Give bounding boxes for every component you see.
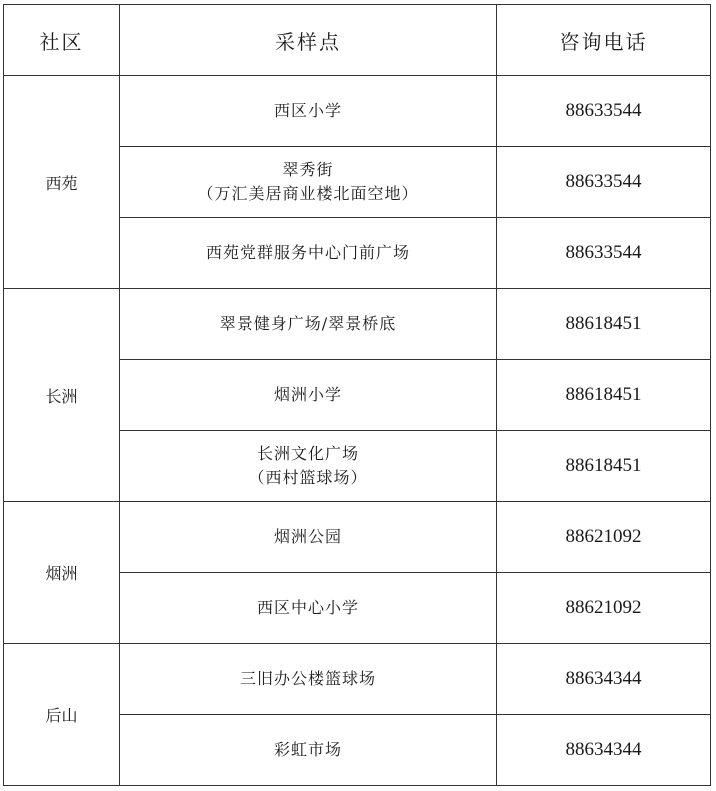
site-line: 长洲文化广场 xyxy=(256,444,359,463)
phone-cell: 88633544 xyxy=(497,147,711,218)
header-community: 社区 xyxy=(4,5,120,76)
phone-cell: 88618451 xyxy=(497,289,711,360)
site-cell xyxy=(120,502,497,573)
site-cell xyxy=(120,218,497,289)
site-line: 烟洲小学 xyxy=(273,385,342,404)
site-cell xyxy=(120,76,497,147)
phone-cell: 88621092 xyxy=(497,502,711,573)
site-line: 西区中心小学 xyxy=(256,598,359,617)
phone-cell: 88634344 xyxy=(497,715,711,786)
phone-cell: 88618451 xyxy=(497,360,711,431)
table-body xyxy=(4,76,711,786)
site-line: 西区小学 xyxy=(273,101,342,120)
header-phone: 咨询电话 xyxy=(497,5,711,76)
site-cell xyxy=(120,431,497,502)
site-line: 西苑党群服务中心门前广场 xyxy=(205,243,410,262)
community-cell: 烟洲 xyxy=(4,502,120,644)
site-line: 翠秀街 xyxy=(282,160,334,179)
community-cell: 西苑 xyxy=(4,76,120,289)
header-site: 采样点 xyxy=(120,5,497,76)
phone-cell: 88618451 xyxy=(497,431,711,502)
table-row xyxy=(4,289,711,360)
table-row xyxy=(4,502,711,573)
community-cell: 后山 xyxy=(4,644,120,786)
phone-cell: 88633544 xyxy=(497,218,711,289)
site-cell xyxy=(120,147,497,218)
phone-cell: 88633544 xyxy=(497,76,711,147)
phone-cell: 88621092 xyxy=(497,573,711,644)
table-row xyxy=(4,76,711,147)
site-line: （西村篮球场） xyxy=(248,468,368,487)
site-cell xyxy=(120,573,497,644)
phone-cell: 88634344 xyxy=(497,644,711,715)
site-line: 翠景健身广场/翠景桥底 xyxy=(219,314,397,333)
site-line: 烟洲公园 xyxy=(273,527,342,546)
header-row xyxy=(4,5,711,76)
site-line: 三旧办公楼篮球场 xyxy=(239,669,376,688)
community-cell: 长洲 xyxy=(4,289,120,502)
sampling-site-table xyxy=(3,4,711,786)
site-line: （万汇美居商业楼北面空地） xyxy=(197,184,419,203)
site-cell xyxy=(120,644,497,715)
table-row xyxy=(4,644,711,715)
site-cell xyxy=(120,360,497,431)
site-line: 彩虹市场 xyxy=(273,740,342,759)
site-cell xyxy=(120,289,497,360)
site-cell xyxy=(120,715,497,786)
